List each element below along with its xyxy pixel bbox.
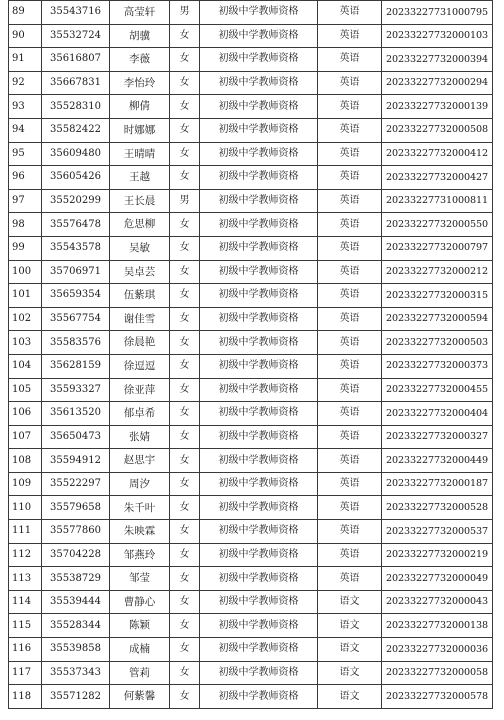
cell-serial-number: 90 (9, 24, 42, 48)
cell-gender: 女 (170, 685, 200, 709)
cell-certificate-type: 初级中学教师资格 (200, 354, 318, 378)
cell-applicant-id: 35543578 (42, 236, 110, 260)
cell-certificate-number: 20233227732000327 (382, 425, 493, 449)
cell-name: 徐晨艳 (110, 331, 170, 355)
cell-certificate-type: 初级中学教师资格 (200, 661, 318, 685)
cell-gender: 男 (170, 189, 200, 213)
cell-serial-number: 95 (9, 142, 42, 166)
table-row (9, 614, 493, 638)
cell-certificate-type: 初级中学教师资格 (200, 166, 318, 190)
cell-certificate-type: 初级中学教师资格 (200, 331, 318, 355)
cell-subject: 英语 (318, 48, 382, 72)
cell-certificate-type: 初级中学教师资格 (200, 378, 318, 402)
cell-name: 何紫馨 (110, 685, 170, 709)
cell-subject: 语文 (318, 685, 382, 709)
cell-serial-number: 96 (9, 166, 42, 190)
table-row (9, 567, 493, 591)
cell-subject: 英语 (318, 118, 382, 142)
cell-subject: 语文 (318, 661, 382, 685)
cell-gender: 女 (170, 354, 200, 378)
cell-gender: 女 (170, 638, 200, 662)
cell-serial-number: 89 (9, 1, 42, 25)
cell-certificate-type: 初级中学教师资格 (200, 496, 318, 520)
cell-certificate-type: 初级中学教师资格 (200, 543, 318, 567)
cell-certificate-number: 20233227731000795 (382, 1, 493, 25)
cell-certificate-type: 初级中学教师资格 (200, 284, 318, 308)
cell-applicant-id: 35667831 (42, 71, 110, 95)
cell-serial-number: 101 (9, 284, 42, 308)
cell-gender: 女 (170, 118, 200, 142)
table-row (9, 284, 493, 308)
cell-certificate-number: 20233227732000187 (382, 472, 493, 496)
cell-name: 时娜娜 (110, 118, 170, 142)
cell-serial-number: 98 (9, 213, 42, 237)
cell-gender: 女 (170, 449, 200, 473)
cell-applicant-id: 35543716 (42, 1, 110, 25)
cell-applicant-id: 35583576 (42, 331, 110, 355)
cell-name: 柳倩 (110, 95, 170, 119)
cell-subject: 英语 (318, 189, 382, 213)
cell-subject: 英语 (318, 260, 382, 284)
table-row (9, 449, 493, 473)
cell-certificate-number: 20233227732000537 (382, 520, 493, 544)
cell-applicant-id: 35628159 (42, 354, 110, 378)
table-row (9, 95, 493, 119)
cell-name: 吴敏 (110, 236, 170, 260)
cell-gender: 女 (170, 614, 200, 638)
cell-applicant-id: 35539858 (42, 638, 110, 662)
cell-certificate-number: 20233227732000508 (382, 118, 493, 142)
table-row (9, 402, 493, 426)
cell-applicant-id: 35706971 (42, 260, 110, 284)
cell-applicant-id: 35605426 (42, 166, 110, 190)
cell-certificate-type: 初级中学教师资格 (200, 449, 318, 473)
cell-serial-number: 107 (9, 425, 42, 449)
cell-subject: 英语 (318, 142, 382, 166)
cell-subject: 英语 (318, 496, 382, 520)
cell-certificate-number: 20233227732000219 (382, 543, 493, 567)
cell-serial-number: 114 (9, 590, 42, 614)
cell-certificate-type: 初级中学教师资格 (200, 142, 318, 166)
cell-applicant-id: 35613520 (42, 402, 110, 426)
cell-applicant-id: 35539444 (42, 590, 110, 614)
cell-certificate-number: 20233227732000049 (382, 567, 493, 591)
cell-applicant-id: 35571282 (42, 685, 110, 709)
table-row (9, 496, 493, 520)
table-row (9, 685, 493, 709)
table-row (9, 307, 493, 331)
cell-applicant-id: 35582422 (42, 118, 110, 142)
table-row (9, 71, 493, 95)
cell-gender: 女 (170, 236, 200, 260)
cell-applicant-id: 35659354 (42, 284, 110, 308)
cell-applicant-id: 35538729 (42, 567, 110, 591)
table-row (9, 260, 493, 284)
cell-subject: 英语 (318, 71, 382, 95)
cell-certificate-type: 初级中学教师资格 (200, 520, 318, 544)
cell-subject: 英语 (318, 166, 382, 190)
cell-certificate-type: 初级中学教师资格 (200, 590, 318, 614)
table-row (9, 638, 493, 662)
cell-certificate-number: 20233227732000394 (382, 48, 493, 72)
cell-certificate-type: 初级中学教师资格 (200, 118, 318, 142)
cell-name: 邹燕玲 (110, 543, 170, 567)
cell-certificate-type: 初级中学教师资格 (200, 614, 318, 638)
cell-gender: 男 (170, 1, 200, 25)
cell-name: 朱映霖 (110, 520, 170, 544)
cell-name: 李薇 (110, 48, 170, 72)
cell-name: 谢佳雪 (110, 307, 170, 331)
table-body (9, 1, 493, 709)
cell-subject: 英语 (318, 472, 382, 496)
cell-gender: 女 (170, 71, 200, 95)
cell-applicant-id: 35579658 (42, 496, 110, 520)
cell-gender: 女 (170, 378, 200, 402)
cell-applicant-id: 35522297 (42, 472, 110, 496)
cell-applicant-id: 35594912 (42, 449, 110, 473)
table-row (9, 142, 493, 166)
table-row (9, 1, 493, 25)
cell-subject: 语文 (318, 614, 382, 638)
cell-subject: 英语 (318, 24, 382, 48)
cell-subject: 英语 (318, 402, 382, 426)
cell-subject: 英语 (318, 567, 382, 591)
cell-name: 危思柳 (110, 213, 170, 237)
cell-certificate-type: 初级中学教师资格 (200, 71, 318, 95)
cell-certificate-number: 20233227732000503 (382, 331, 493, 355)
cell-name: 王晴晴 (110, 142, 170, 166)
cell-subject: 英语 (318, 520, 382, 544)
cell-applicant-id: 35567754 (42, 307, 110, 331)
cell-serial-number: 99 (9, 236, 42, 260)
cell-name: 李怡玲 (110, 71, 170, 95)
cell-gender: 女 (170, 661, 200, 685)
cell-serial-number: 100 (9, 260, 42, 284)
cell-subject: 英语 (318, 354, 382, 378)
cell-gender: 女 (170, 213, 200, 237)
cell-gender: 女 (170, 331, 200, 355)
cell-gender: 女 (170, 307, 200, 331)
cell-gender: 女 (170, 24, 200, 48)
cell-certificate-type: 初级中学教师资格 (200, 189, 318, 213)
cell-subject: 英语 (318, 95, 382, 119)
cell-applicant-id: 35528310 (42, 95, 110, 119)
cell-applicant-id: 35576478 (42, 213, 110, 237)
cell-gender: 女 (170, 590, 200, 614)
cell-subject: 英语 (318, 236, 382, 260)
cell-serial-number: 102 (9, 307, 42, 331)
cell-certificate-number: 20233227732000315 (382, 284, 493, 308)
cell-applicant-id: 35577860 (42, 520, 110, 544)
cell-certificate-type: 初级中学教师资格 (200, 472, 318, 496)
cell-applicant-id: 35520299 (42, 189, 110, 213)
cell-serial-number: 110 (9, 496, 42, 520)
cell-certificate-type: 初级中学教师资格 (200, 402, 318, 426)
table-row (9, 189, 493, 213)
cell-certificate-number: 20233227732000036 (382, 638, 493, 662)
cell-serial-number: 94 (9, 118, 42, 142)
cell-certificate-number: 20233227732000139 (382, 95, 493, 119)
cell-certificate-type: 初级中学教师资格 (200, 425, 318, 449)
cell-certificate-number: 20233227732000373 (382, 354, 493, 378)
cell-certificate-number: 20233227732000212 (382, 260, 493, 284)
table-row (9, 118, 493, 142)
cell-certificate-type: 初级中学教师资格 (200, 95, 318, 119)
cell-subject: 语文 (318, 590, 382, 614)
cell-gender: 女 (170, 567, 200, 591)
cell-certificate-number: 20233227732000594 (382, 307, 493, 331)
cell-gender: 女 (170, 543, 200, 567)
cell-name: 高莹轩 (110, 1, 170, 25)
table-row (9, 543, 493, 567)
cell-certificate-number: 20233227732000043 (382, 590, 493, 614)
cell-name: 赵思宇 (110, 449, 170, 473)
cell-name: 管莉 (110, 661, 170, 685)
table-row (9, 354, 493, 378)
cell-subject: 英语 (318, 1, 382, 25)
cell-certificate-number: 20233227732000294 (382, 71, 493, 95)
cell-serial-number: 112 (9, 543, 42, 567)
cell-serial-number: 118 (9, 685, 42, 709)
cell-name: 成楠 (110, 638, 170, 662)
cell-serial-number: 106 (9, 402, 42, 426)
cell-certificate-type: 初级中学教师资格 (200, 24, 318, 48)
cell-certificate-type: 初级中学教师资格 (200, 1, 318, 25)
cell-name: 张婧 (110, 425, 170, 449)
cell-gender: 女 (170, 284, 200, 308)
cell-certificate-number: 20233227732000550 (382, 213, 493, 237)
cell-subject: 英语 (318, 543, 382, 567)
cell-gender: 女 (170, 166, 200, 190)
cell-gender: 女 (170, 472, 200, 496)
cell-name: 周汐 (110, 472, 170, 496)
cell-applicant-id: 35537343 (42, 661, 110, 685)
cell-certificate-number: 20233227732000528 (382, 496, 493, 520)
cell-subject: 英语 (318, 425, 382, 449)
cell-serial-number: 109 (9, 472, 42, 496)
cell-serial-number: 117 (9, 661, 42, 685)
cell-name: 徐逗逗 (110, 354, 170, 378)
cell-certificate-number: 20233227732000449 (382, 449, 493, 473)
cell-serial-number: 113 (9, 567, 42, 591)
cell-name: 王越 (110, 166, 170, 190)
table-row (9, 331, 493, 355)
cell-certificate-number: 20233227732000578 (382, 685, 493, 709)
cell-gender: 女 (170, 402, 200, 426)
table-row (9, 378, 493, 402)
cell-name: 胡骥 (110, 24, 170, 48)
cell-applicant-id: 35609480 (42, 142, 110, 166)
cell-name: 徐亚萍 (110, 378, 170, 402)
cell-certificate-type: 初级中学教师资格 (200, 307, 318, 331)
cell-name: 曹静心 (110, 590, 170, 614)
cell-certificate-type: 初级中学教师资格 (200, 685, 318, 709)
cell-name: 郁卓希 (110, 402, 170, 426)
cell-certificate-type: 初级中学教师资格 (200, 567, 318, 591)
cell-subject: 英语 (318, 378, 382, 402)
cell-certificate-type: 初级中学教师资格 (200, 48, 318, 72)
cell-subject: 语文 (318, 638, 382, 662)
table-row (9, 520, 493, 544)
cell-serial-number: 103 (9, 331, 42, 355)
cell-gender: 女 (170, 48, 200, 72)
cell-subject: 英语 (318, 331, 382, 355)
cell-certificate-type: 初级中学教师资格 (200, 213, 318, 237)
certificate-table (8, 0, 493, 709)
cell-serial-number: 115 (9, 614, 42, 638)
cell-certificate-number: 20233227732000103 (382, 24, 493, 48)
table-row (9, 166, 493, 190)
cell-subject: 英语 (318, 449, 382, 473)
cell-certificate-type: 初级中学教师资格 (200, 260, 318, 284)
cell-name: 朱千叶 (110, 496, 170, 520)
cell-name: 吴卓芸 (110, 260, 170, 284)
cell-gender: 女 (170, 425, 200, 449)
cell-subject: 英语 (318, 213, 382, 237)
cell-subject: 英语 (318, 284, 382, 308)
cell-certificate-type: 初级中学教师资格 (200, 236, 318, 260)
cell-serial-number: 108 (9, 449, 42, 473)
cell-gender: 女 (170, 142, 200, 166)
cell-serial-number: 92 (9, 71, 42, 95)
cell-applicant-id: 35650473 (42, 425, 110, 449)
cell-applicant-id: 35616807 (42, 48, 110, 72)
cell-certificate-number: 20233227732000797 (382, 236, 493, 260)
cell-gender: 女 (170, 496, 200, 520)
cell-applicant-id: 35532724 (42, 24, 110, 48)
table-row (9, 472, 493, 496)
cell-certificate-number: 20233227732000138 (382, 614, 493, 638)
cell-applicant-id: 35528344 (42, 614, 110, 638)
cell-certificate-number: 20233227732000427 (382, 166, 493, 190)
cell-serial-number: 116 (9, 638, 42, 662)
cell-serial-number: 104 (9, 354, 42, 378)
cell-certificate-number: 20233227732000455 (382, 378, 493, 402)
cell-gender: 女 (170, 520, 200, 544)
cell-serial-number: 93 (9, 95, 42, 119)
cell-certificate-type: 初级中学教师资格 (200, 638, 318, 662)
cell-name: 邹莹 (110, 567, 170, 591)
cell-certificate-number: 20233227732000412 (382, 142, 493, 166)
cell-serial-number: 97 (9, 189, 42, 213)
cell-applicant-id: 35704228 (42, 543, 110, 567)
cell-certificate-number: 20233227731000811 (382, 189, 493, 213)
cell-gender: 女 (170, 260, 200, 284)
certificate-list-page (8, 0, 492, 709)
table-row (9, 661, 493, 685)
table-row (9, 213, 493, 237)
cell-certificate-number: 20233227732000058 (382, 661, 493, 685)
cell-gender: 女 (170, 95, 200, 119)
table-row (9, 24, 493, 48)
cell-subject: 英语 (318, 307, 382, 331)
cell-name: 陈颖 (110, 614, 170, 638)
table-row (9, 425, 493, 449)
cell-certificate-number: 20233227732000404 (382, 402, 493, 426)
cell-name: 王长晨 (110, 189, 170, 213)
table-row (9, 48, 493, 72)
cell-serial-number: 111 (9, 520, 42, 544)
table-row (9, 236, 493, 260)
cell-serial-number: 105 (9, 378, 42, 402)
cell-serial-number: 91 (9, 48, 42, 72)
cell-name: 伍紫琪 (110, 284, 170, 308)
table-row (9, 590, 493, 614)
cell-applicant-id: 35593327 (42, 378, 110, 402)
